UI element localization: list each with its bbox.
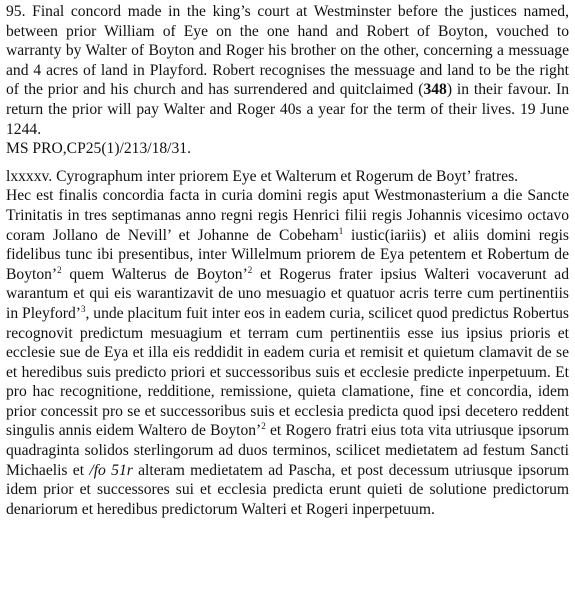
calendar-entry [6,2,569,139]
page-reference: 348 [423,81,447,99]
latin-text [6,186,569,519]
latin-text-1: Hec est finalis concordia facta in curia domini regis aput Westmonasterium a die Sancte Trinitatis in tres septimanas anno regni regis Henrici filii regis Johannis vicesimo octavo coram Jollano de Nevill’ et Johanne de Cobeham [6,187,569,244]
latin-text-2: iustic(iariis) et aliis domini regis fidelibus tunc ibi presentibus, inter Willelmum priorem de Eya petentem et Robertum de Boyton’ [6,226,569,283]
footnote-marker: 2 [57,264,62,275]
entry-text-2: ) in their favour. In return the prior will pay Walter and Roger 40s a year for the term of their lives. 19 June 1244. [6,81,569,138]
footnote-marker: 2 [261,421,266,432]
latin-text-6: et Rogero fratri eius tota vita utriusque ipsorum quadraginta solidos sterlingorum ad duos terminos, scilicet medietatem ad festum Sancti Michaelis et [6,422,569,479]
entry-text-1: 95. Final concord made in the king’s court at Westminster before the justices named, between prior William of Eye on the one hand and Robert of Boyton, vouched to warranty by Walter of Boyton and Roger his brother on the other, concerning a messuage and 4 acres of land in Playford. Robert recognises the messuage and land to be the right of the prior and his church and has surrendered and quitclaimed ( [6,3,569,99]
latin-text-7: alteram medietatem ad Pascha, et post decessum utriusque ipsorum idem prior et successores sui et ecclesia predicta erunt quieti de solutione predictorum denariorum et heredibus predictorum Walteri et Rogeri inperpetuum. [6,461,570,518]
footnote-marker: 2 [247,264,253,275]
latin-text-4: et Rogerus frater ipsius Walteri vocaverunt ad warantum et qui eis warantizavit de uno mesuagio et quatuor acris terre cum pertinentiis in Pleyford’ [6,265,569,322]
latin-text-3: quem Walterus de Boyton’ [61,265,248,283]
latin-heading: lxxxxv. Cyrographum inter priorem Eye et Walterum et Rogerum de Boyt’ fratres. [6,167,519,185]
folio-reference: /fo 51r [89,461,133,479]
footnote-marker: 1 [338,225,344,236]
manuscript-source: MS PRO,CP25(1)/213/18/31. [6,140,191,158]
latin-text-5: , unde placitum fuit inter eos in eadem curia, scilicet quod predictus Robertus recognovit predictum mesuagium et terram cum pertinentiis esse ius ipsius prioris et ecclesie sue de Eya et illa eis reddidit in eadem curia et remisit et quietum clamavit de se et heredibus suis predicto priori et successoribus suis et ecclesie predicte inperpetuum. Et pro hac recognitione, redditione, remissione, quieta clamatione, fine et concordia, idem prior concessit pro se et successoribus suis et ecclesia predicta quod ipsi decetero reddent singulis annis eidem Waltero de Boyton’ [6,304,569,440]
footnote-marker: 3 [80,303,86,314]
